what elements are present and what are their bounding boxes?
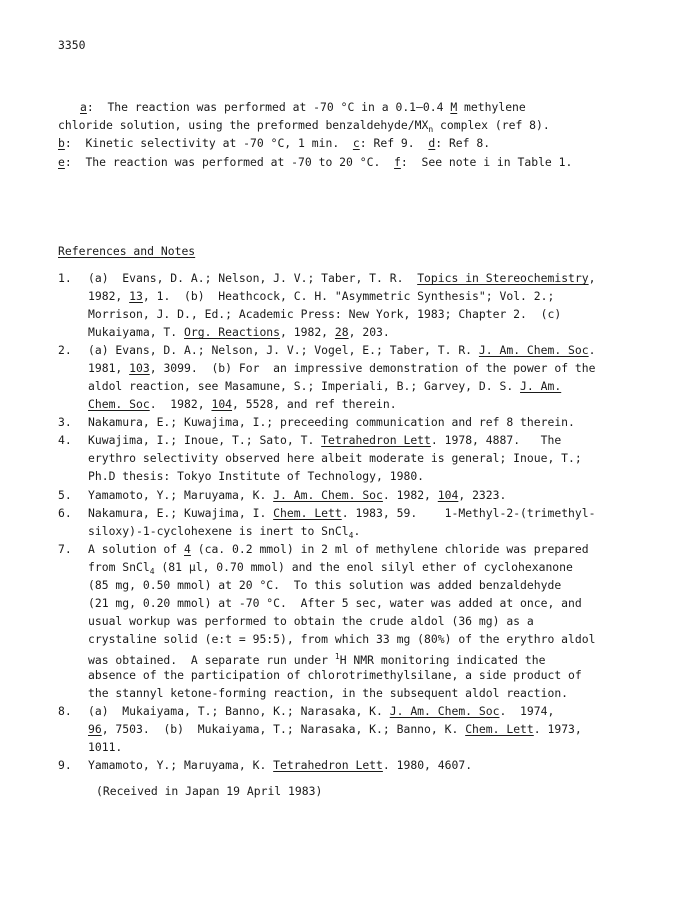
ref-text: Kuwajima, I.; Inoue, T.; Sato, T. [88, 433, 322, 447]
footnote-key: a [80, 100, 87, 114]
volume: 28 [334, 325, 349, 339]
ref-text: (a) Evans, D. A.; Nelson, J. V.; Vogel, E.; Taber, T. R. [88, 343, 479, 357]
received-date: (Received in Japan 19 April 1983) [96, 784, 323, 798]
ref-2-line [88, 379, 561, 393]
ref-text: Yamamoto, Y.; Maruyama, K. [88, 758, 274, 772]
ref-number: 7. [58, 542, 72, 556]
ref-1-line [88, 325, 390, 339]
journal-title: J. Am. Chem. Soc [273, 488, 383, 502]
ref-text: , 2323. [458, 488, 507, 502]
ref-7-line [88, 560, 573, 579]
ref-text: , 1. (b) Heathcock, C. H. "Asymmetric Synthesis"; Vol. 2.; [142, 289, 555, 303]
footnote-a-cont [58, 118, 550, 137]
journal-title: Chem. Soc [88, 397, 150, 411]
ref-text: , [588, 271, 596, 285]
ref-text: Mukaiyama, T. [88, 325, 185, 339]
ref-text: siloxy)-1-cyclohexene is inert to SnCl [88, 524, 349, 538]
ref-text: 1981, [88, 361, 130, 375]
ref-text: , 203. [348, 325, 390, 339]
ref-number: 3. [58, 415, 72, 429]
journal-title: J. Am. Chem. Soc [389, 704, 500, 718]
ref-number: 9. [58, 758, 72, 772]
footnote-key: f [394, 155, 401, 169]
ref-7-line: crystaline solid (e:t = 95:5), from which 33 mg (80%) of the erythro aldol [88, 632, 596, 646]
ref-text: Yamamoto, Y.; Maruyama, K. [88, 488, 274, 502]
footnote-key: c [352, 136, 360, 150]
ref-text: . 1980, 4607. [382, 758, 473, 772]
references-heading: References and Notes [58, 244, 196, 258]
ref-text: Nakamura, E.; Kuwajima, I. [88, 506, 274, 520]
footnote-text: methylene [464, 100, 526, 114]
ref-7-line: (85 mg, 0.50 mmol) at 20 °C. To this solution was added benzaldehyde [88, 578, 562, 592]
ref-1-line: Morrison, J. D., Ed.; Academic Press: New York, 1983; Chapter 2. (c) [88, 307, 562, 321]
ref-text: was obtained. A separate run under [88, 653, 335, 667]
footnote-key: b [58, 136, 65, 150]
page-number: 3350 [58, 38, 86, 52]
journal-title: J. Am. [520, 379, 562, 393]
ref-text: . [588, 343, 596, 357]
ref-7-line [88, 542, 589, 556]
footnote-text: The reaction was performed at -70 °C in a 0.1—0.4 [107, 100, 444, 114]
subscript: 4 [149, 567, 155, 576]
volume: 104 [437, 488, 459, 502]
ref-text: , 1982, [280, 325, 335, 339]
journal-title: Tetrahedron Lett [321, 433, 431, 447]
footnote-key: e [58, 155, 65, 169]
ref-8-line [88, 722, 582, 736]
subscript: 4 [348, 531, 354, 540]
ref-text: . 1982, [382, 488, 438, 502]
ref-text: (ca. 0.2 mmol) in 2 ml of methylene chloride was prepared [190, 542, 589, 556]
footnote-text: complex (ref 8). [433, 118, 550, 132]
ref-8-line [88, 704, 554, 718]
ref-8-line: 1011. [88, 740, 123, 754]
ref-text: 1982, [88, 289, 130, 303]
journal-title: Topics in Stereochemistry [417, 271, 589, 285]
ref-9-line [88, 758, 472, 772]
journal-title: Chem. Lett [465, 722, 534, 736]
journal-title: J. Am. Chem. Soc [478, 343, 589, 357]
footnote-text: Ref 9. [373, 136, 415, 150]
ref-text: aldol reaction, see Masamune, S.; Imperiali, B.; Garvey, D. S. [88, 379, 521, 393]
journal-title: Tetrahedron Lett [273, 758, 383, 772]
journal-title: Org. Reactions [184, 325, 281, 339]
ref-text: , 7503. (b) Mukaiyama, T.; Narasaka, K.; Banno, K. [101, 722, 466, 736]
ref-7-line [88, 650, 545, 667]
ref-4-line: erythro selectivity observed here albeit moderate is general; Inoue, T.; [88, 451, 582, 465]
volume: 96 [88, 722, 102, 736]
ref-4-line: Ph.D thesis: Tokyo Institute of Technology, 1980. [88, 469, 425, 483]
footnote-ef: e: The reaction was performed at -70 to 20 °C. f: See note i in Table 1. [58, 155, 573, 169]
superscript: 1 [334, 652, 340, 661]
ref-2-line [88, 343, 596, 357]
footnote-bcd: b: Kinetic selectivity at -70 °C, 1 min. c: Ref 9. d: Ref 8. [58, 136, 491, 150]
ref-text: (a) Mukaiyama, T.; Banno, K.; Narasaka, K. [88, 704, 390, 718]
ref-text: . 1978, 4887. The [430, 433, 562, 447]
ref-7-line: (21 mg, 0.20 mmol) at -70 °C. After 5 sec, water was added at once, and [88, 596, 582, 610]
ref-number: 4. [58, 433, 72, 447]
ref-6-line [88, 506, 596, 520]
ref-3-line: Nakamura, E.; Kuwajima, I.; preceeding communication and ref 8 therein. [88, 415, 575, 429]
footnote-text: Kinetic selectivity at -70 °C, 1 min. [85, 136, 340, 150]
ref-6-line [88, 524, 360, 543]
volume: 13 [129, 289, 143, 303]
ref-text: A solution of [88, 542, 185, 556]
ref-number: 5. [58, 488, 72, 502]
volume: 103 [129, 361, 150, 375]
compound-number: 4 [184, 542, 191, 556]
ref-7-line: absence of the participation of chlorotrimethylsilane, a side product of [88, 668, 582, 682]
volume: 104 [211, 397, 233, 411]
ref-text: . 1973, [533, 722, 582, 736]
ref-text: . 1983, 59. 1-Methyl-2-(trimethyl- [341, 506, 596, 520]
footnote-key: d [428, 136, 436, 150]
ref-1-line [88, 289, 554, 303]
ref-number: 8. [58, 704, 72, 718]
ref-7-line: the stannyl ketone-forming reaction, in the subsequent aldol reaction. [88, 686, 569, 700]
footnote-a: a: The reaction was performed at -70 °C in a 0.1—0.4 M methylene [80, 100, 526, 114]
ref-text: (81 μl, 0.70 mmol) and the enol silyl ether of cyclohexanone [154, 560, 573, 574]
footnote-text: See note i in Table 1. [421, 155, 573, 169]
ref-text: H NMR monitoring indicated the [339, 653, 546, 667]
ref-4-line [88, 433, 561, 447]
ref-text: . 1982, [149, 397, 212, 411]
ref-text: . [353, 524, 361, 538]
ref-2-line [88, 361, 596, 375]
journal-title: Chem. Lett [273, 506, 342, 520]
ref-text: . 1974, [499, 704, 555, 718]
footnote-text: Ref 8. [448, 136, 491, 150]
ref-text: , 3099. (b) For an impressive demonstration of the power of the [149, 361, 596, 375]
ref-number: 6. [58, 506, 72, 520]
footnote-text: The reaction was performed at -70 to 20 °C. [85, 155, 381, 169]
ref-text: , 5528, and ref therein. [232, 397, 397, 411]
ref-text: (a) Evans, D. A.; Nelson, J. V.; Taber, T. R. [88, 271, 404, 285]
ref-1-line [88, 271, 596, 285]
ref-5-line [88, 488, 506, 502]
footnote-text: chloride solution, using the preformed benzaldehyde/MX [58, 118, 429, 132]
subscript: n [428, 125, 434, 134]
ref-2-line [88, 397, 397, 411]
ref-7-line: usual workup was performed to obtain the crude aldol (36 mg) as a [88, 614, 534, 628]
molar-unit: M [450, 100, 458, 114]
ref-number: 1. [58, 271, 72, 285]
ref-text: from SnCl [88, 560, 150, 574]
ref-number: 2. [58, 343, 72, 357]
